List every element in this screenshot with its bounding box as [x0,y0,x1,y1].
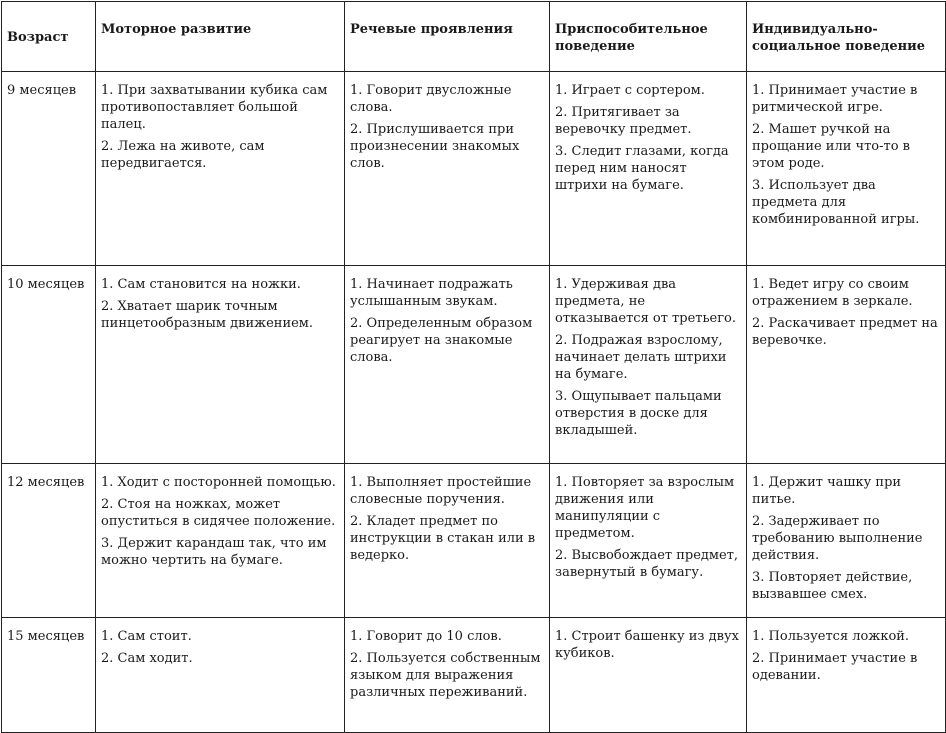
list-item: 1. Сам стоит. [101,629,192,644]
list-item: 1. Сам становится на ножки. [101,277,301,292]
social-cell [747,618,946,733]
adaptive-cell [550,266,747,464]
speech-cell [345,266,550,464]
list-item: 3. Держит карандаш так, что им можно чертить на бумаге. [101,536,327,568]
list-item: 2. Сам ходит. [101,651,193,666]
list-item: 1. Выполняет простейшие словесные поручения. [350,475,532,507]
social-cell [747,266,946,464]
motor-cell [96,266,345,464]
age-cell: 9 месяцев [2,72,96,266]
list-item: 2. Высвобождает предмет, завернутый в бумагу. [555,548,739,580]
list-item: 3. Использует два предмета для комбинированной игры. [752,178,920,227]
list-item: 1. Принимает участие в ритмической игре. [752,83,918,115]
social-cell [747,72,946,266]
list-item: 1. Удерживая два предмета, не отказывается от третьего. [555,277,736,326]
speech-cell [345,618,550,733]
list-item: 2. Принимает участие в одевании. [752,651,918,683]
list-item: 1. Ведет игру со своим отражением в зеркале. [752,277,913,309]
list-item: 1. При захватывании кубика сам противопоставляет большой палец. [101,83,328,132]
list-item: 1. Строит башенку из двух кубиков. [555,629,739,661]
list-item: 3. Ощупывает пальцами отверстия в доске для вкладышей. [555,389,722,438]
list-item: 2. Раскачивает предмет на веревочке. [752,316,938,348]
table-row [2,618,946,733]
list-item: 1. Играет с сортером. [555,83,705,98]
age-cell: 15 месяцев [2,618,96,733]
age-cell: 10 месяцев [2,266,96,464]
speech-cell [345,72,550,266]
adaptive-cell [550,464,747,618]
development-table [1,1,946,733]
speech-cell [345,464,550,618]
list-item: 2. Задерживает по требованию выполнение действия. [752,514,923,563]
header-age: Возраст [2,2,96,72]
list-item: 2. Подражая взрослому, начинает делать штрихи на бумаге. [555,333,727,382]
list-item: 1. Начинает подражать услышанным звукам. [350,277,513,309]
motor-cell [96,464,345,618]
list-item: 1. Держит чашку при питье. [752,475,902,507]
header-adaptive: Приспособительное поведение [550,2,747,72]
list-item: 2. Стоя на ножках, может опуститься в сидячее положение. [101,497,336,529]
list-item: 2. Хватает шарик точным пинцетообразным движением. [101,299,314,331]
table-row [2,72,946,266]
list-item: 3. Повторяет действие, вызвавшее смех. [752,570,913,602]
motor-cell [96,72,345,266]
list-item: 1. Говорит двусложные слова. [350,83,512,115]
header-row [2,2,946,72]
table-row [2,266,946,464]
list-item: 2. Кладет предмет по инструкции в стакан или в ведерко. [350,514,536,563]
list-item: 1. Говорит до 10 слов. [350,629,502,644]
list-item: 1. Повторяет за взрослым движения или манипуляции с предметом. [555,475,735,541]
list-item: 1. Пользуется ложкой. [752,629,910,644]
header-social: Индивидуально-социальное поведение [747,2,946,72]
age-cell: 12 месяцев [2,464,96,618]
list-item: 2. Прислушивается при произнесении знакомых слов. [350,122,520,171]
list-item: 2. Машет ручкой на прощание или что-то в этом роде. [752,122,910,171]
list-item: 2. Определенным образом реагирует на знакомые слова. [350,316,533,365]
header-speech: Речевые проявления [345,2,550,72]
list-item: 2. Притягивает за веревочку предмет. [555,105,692,137]
table-row [2,464,946,618]
list-item: 2. Лежа на животе, сам передвигается. [101,139,265,171]
social-cell [747,464,946,618]
adaptive-cell [550,618,747,733]
motor-cell [96,618,345,733]
list-item: 1. Ходит с посторонней помощью. [101,475,336,490]
header-motor: Моторное развитие [96,2,345,72]
adaptive-cell [550,72,747,266]
list-item: 2. Пользуется собственным языком для выражения различных переживаний. [350,651,541,700]
list-item: 3. Следит глазами, когда перед ним наносят штрихи на бумаге. [555,144,729,193]
